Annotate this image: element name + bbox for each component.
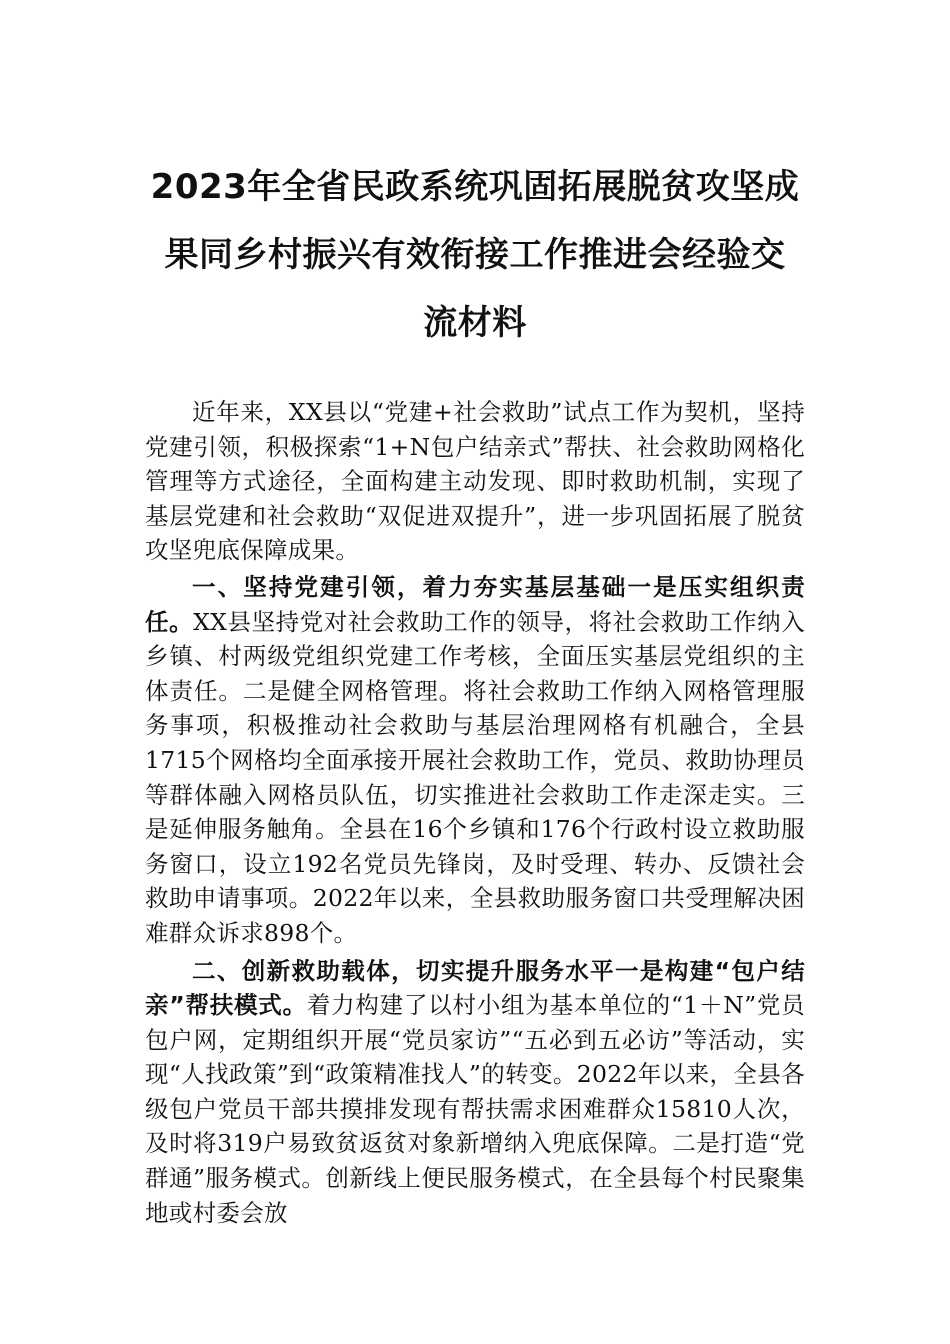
paragraph-text: XX县坚持党对社会救助工作的领导，将社会救助工作纳入乡镇、村两级党组织党建工作考核，全面压实基层党组织的主体责任。二是健全网格管理。将社会救助工作纳入网格管理服务事项，积极推动社会救助与基层治理网格有机融合，全县1715个网格均全面承接开展社会救助工作，党员、救助协理员等群体融入网格员队伍，切实推进社会救助工作走深走实。三是延伸服务触角。全县在16个乡镇和176个行政村设立救助服务窗口，设立192名党员先锋岗，及时受理、转办、反馈社会救助申请事项。2022年以来，全县救助服务窗口共受理解决困难群众诉求898个。 xyxy=(145,607,805,947)
intro-paragraph xyxy=(145,395,805,568)
paragraph-text: 近年来，XX县以“党建+社会救助”试点工作为契机，坚持党建引领，积极探索“1+N包户结亲式”帮扶、社会救助网格化管理等方式途径，全面构建主动发现、即时救助机制，实现了基层党建和社会救助“双促进双提升”，进一步巩固拓展了脱贫攻坚兜底保障成果。 xyxy=(145,398,805,565)
title-line: 果同乡村振兴有效衔接工作推进会经验交 xyxy=(164,235,786,275)
title-line: 流材料 xyxy=(423,303,527,343)
title-line: 2023年全省民政系统巩固拓展脱贫攻坚成 xyxy=(150,167,800,207)
paragraph-text: 着力构建了以村小组为基本单位的“1＋N”党员包户网，定期组织开展“党员家访”“五必到五必访”等活动，实现“人找政策”到“政策精准找人”的转变。2022年以来，全县各级包户党员干部共摸排发现有帮扶需求困难群众15810人次，及时将319户易致贫返贫对象新增纳入兜底保障。二是打造“党群通”服务模式。创新线上便民服务模式，在全县每个村民聚集地或村委会放 xyxy=(145,991,805,1227)
section-one-paragraph xyxy=(145,570,805,951)
document-title xyxy=(140,153,810,357)
document-body xyxy=(145,395,805,1230)
section-heading: 一、坚持党建引领，着力夯实基层基础一是压实组织责任。 xyxy=(145,572,805,636)
section-heading: 二、创新救助载体，切实提升服务水平一是构建“包户结亲”帮扶模式。 xyxy=(145,956,805,1020)
section-two-paragraph xyxy=(145,954,805,1231)
